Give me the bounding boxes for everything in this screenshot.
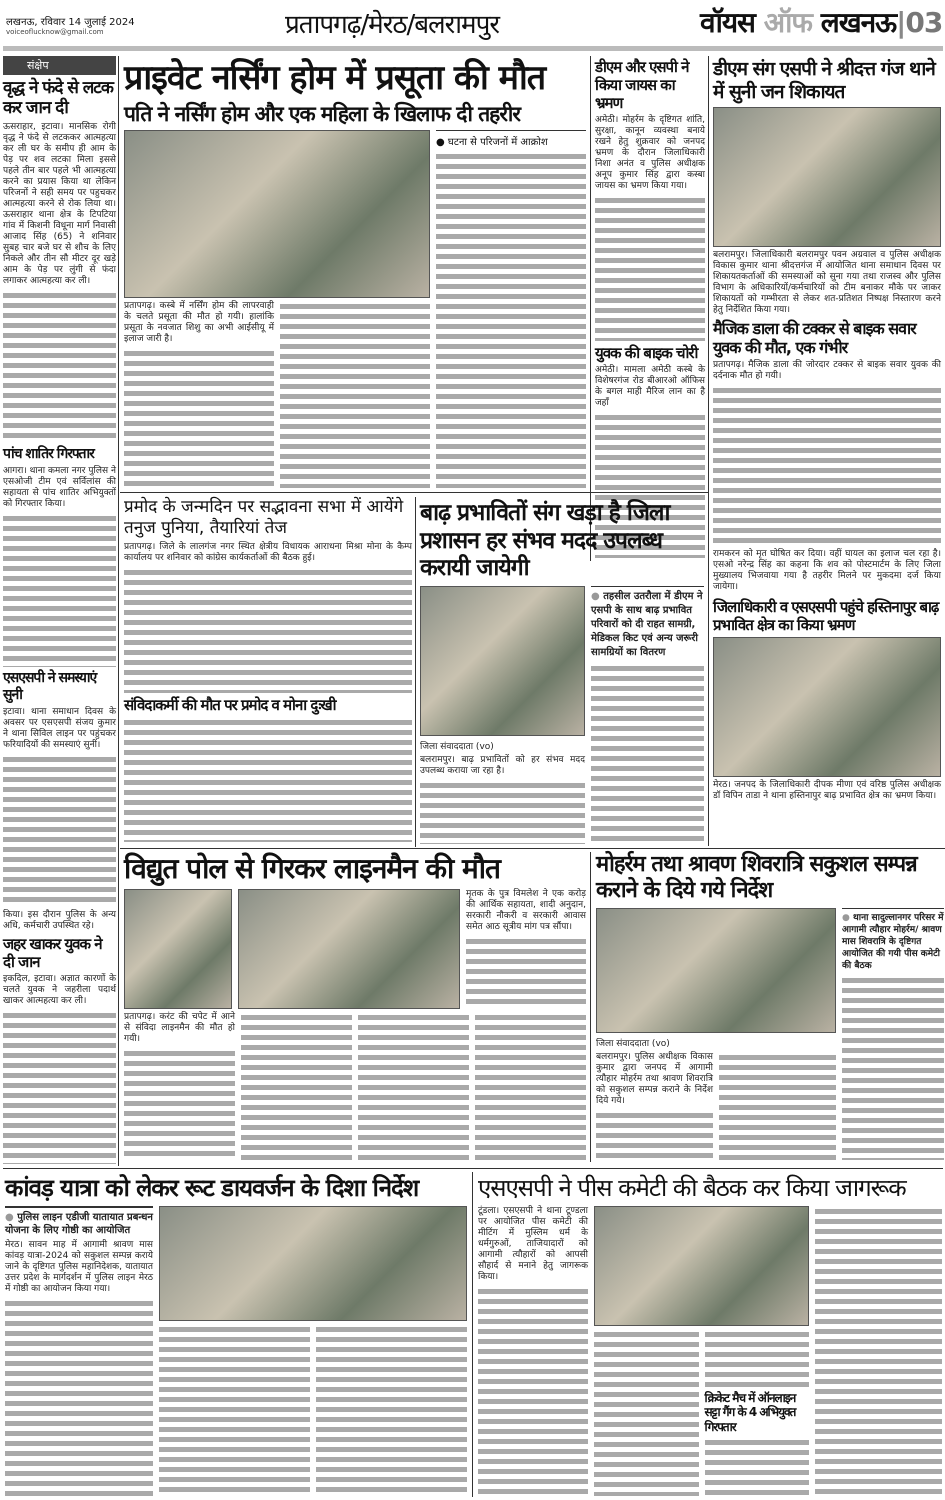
- story-photo: [420, 586, 585, 736]
- brief-body: ऊसराहार, इटावा। मानसिक रोगी वृद्ध ने फंदे से लटककर आत्महत्या कर ली घर के समीप ही आम के पेड़ पर शव लटका मिला इससे पहले तीन बार पहले भी आत्महत्या करने का प्रयास किया था लेकिन परिजनों ने सही समय पर पहुचकर आत्महत्या करने से रोक लिया था। ऊसराहार थाना क्षेत्र के टिपटिया गांव में किशनी विधूना मार्ग निवासी आजाद सिंह (65) ने शनिवार सुबह चार बजे घर से शौच के लिए निकले और तीन सौ मीटर दूर खड़े आम के पेड़ पर लुंगी से फंदा लगाकर आत्महत्या कर ली।: [3, 121, 116, 286]
- brief-text-block: [3, 1010, 116, 1164]
- story-body: प्रतापगढ़। मैजिक डाला की जोरदार टक्कर से बाइक सवार युवक की दर्दनाक मौत हो गयी।: [713, 359, 941, 381]
- story-headline: प्रमोद के जन्मदिन पर सद्भावना सभा में आयेंगे तनुज पुनिया, तैयारियां तेज: [124, 497, 404, 538]
- story-body: प्रतापगढ़। जिले के लालगंज नगर स्थित क्षेत्रीय विधायक आराधना मिश्रा मोना के कैम्प कार्यालय पर शनिवार को कांग्रेस कार्यकर्ताओं की बैठक हुई।: [124, 542, 412, 563]
- brief-body: इटावा। थाना समाधान दिवस के अवसर पर एसएसपी संजय कुमार ने थाना सिविल लाइन पर पहुंचकर फरियादियों की समस्याएं सुनीं।: [3, 706, 116, 750]
- story-bullet: ● थाना सादुल्लानगर परिसर में आगामी त्यौहार मोहर्रम/ श्रावण मास शिवरात्रि के दृष्टिगत आयोजित की गयी पीस कमेटी की बैठक: [842, 912, 944, 972]
- pole-story: [124, 852, 586, 1160]
- brief-headline: पांच शातिर गिरफ्तार: [3, 446, 94, 463]
- story-text-block: [358, 1012, 469, 1160]
- page-number: 03: [905, 6, 943, 39]
- column-rule: [415, 497, 416, 847]
- story-headline: मैजिक डाला की टक्कर से बाइक सवार युवक की मौत, एक गंभीर: [713, 318, 916, 357]
- story-text-block: [842, 975, 944, 1160]
- column-rule: [708, 56, 709, 846]
- column-rule: [590, 852, 591, 1162]
- story-bullet: ● तहसील उतरौला में डीएम ने एसपी के साथ बाढ़ प्रभावित परिवारों को दी राहत सामग्री, मेडिकल किट एवं अन्य जरूरी सामग्रियों का वितरण: [591, 590, 704, 660]
- section-rule: [3, 1168, 943, 1169]
- story-body: मेरठ। सावन माह में आगामी श्रावण मास कांवड़ यात्रा-2024 को सकुशल सम्पन्न कराये जाने के दृष्टिगत पुलिस महानिदेशक, यातायात उत्तर प्रदेश के मार्गदर्शन में पुलिस लाइन मेरठ में गोष्ठी का आयोजन किया गया।: [5, 1239, 153, 1294]
- story-photo: [713, 107, 941, 247]
- flood-story: [420, 500, 704, 844]
- portrait-photo: [124, 889, 232, 1009]
- column-rule: [118, 56, 119, 1166]
- photo-caption: जिला संवाददाता (vo): [596, 1038, 670, 1049]
- column-rule: [590, 56, 591, 561]
- dm2-story: [713, 58, 941, 593]
- brief-headline: वृद्ध ने फंदे से लटक कर जान दी: [3, 78, 113, 119]
- story-photo: [713, 637, 941, 777]
- story-text-block: [815, 1206, 942, 1496]
- story-bullet: ● पुलिस लाइन एडीजी यातायात प्रबन्धन योजना के लिए गोष्ठी का आयोजित: [5, 1211, 153, 1237]
- story-body: रामकरन को मृत घोषित कर दिया। वहीं घायल का इलाज चल रहा है। एसओ नरेन्द्र सिंह का कहना कि शव को पोस्टमार्टम के लिए जिला मुख्यालय भिजवाया गया है तहरीर मिलने पर मुकदमा दर्ज किया जायेगा।: [713, 549, 941, 592]
- story-photo: [594, 1206, 809, 1326]
- brief-body: इकदिल, इटावा। अज्ञात कारणों के चलते युवक ने जहरीला पदार्थ खाकर आत्महत्या कर ली।: [3, 974, 116, 1007]
- story-subheadline: क्रिकेट मैच में ऑनलाइन सट्टा गैंग के 4 अभियुक्त गिरफ्तार: [704, 1390, 796, 1434]
- story-text-block: [591, 663, 704, 844]
- story-text-block: [478, 1286, 588, 1496]
- story-text-block: [124, 567, 412, 693]
- lead-text-block: [436, 151, 586, 488]
- muharram-story: [596, 852, 944, 1160]
- section-rule: [120, 848, 945, 849]
- story-text-block: [713, 385, 941, 546]
- story-text-block: [420, 780, 585, 844]
- story-text-block: [241, 1012, 352, 1160]
- story-text-block: [159, 1324, 310, 1496]
- lead-body: प्रतापगढ़। कस्बे में नर्सिंग होम की लापरवाही के चलते प्रसूता की मौत हो गयी। हालांकि प्रसूता के नवजात शिशु का अभी आईसीयू में इलाज जारी है।: [124, 300, 274, 344]
- story-body: अमेठी। मोहर्रम के दृष्टिगत शांति, सुरक्षा, कानून व्यवस्था बनाये रखने हेतु शुक्रवार को जनपद भ्रमण के दौरान जिलाधिकारी निशा अनंत व पुलिस अधीक्षक अनूप कुमार सिंह द्वारा कस्बा जायस का भ्रमण किया गया।: [595, 115, 705, 191]
- lead-bullet: ● घटना से परिजनों में आक्रोश: [436, 136, 548, 148]
- photo-caption: जिला संवाददाता (vo): [420, 741, 494, 752]
- story-text-block: [705, 1437, 810, 1496]
- column-rule: [472, 1172, 473, 1497]
- story-headline: मोहर्रम तथा श्रावण शिवरात्रि सकुशल सम्पन्न कराने के दिये गये निर्देश: [596, 852, 917, 904]
- lead-subheadline: पति ने नर्सिंग होम और एक महिला के खिलाफ दी तहरीर: [124, 101, 520, 126]
- kanwar-story: [5, 1174, 467, 1496]
- lead-headline: प्राइवेट नर्सिंग होम में प्रसूता की मौत: [124, 58, 546, 98]
- dm1-story: [595, 58, 705, 558]
- story-body: अमेठी। मामला अमेठी कस्बे के विशेषरगंज रोड बीआरओ ऑफिस के बगल माही मैरिज लान का है जहाँ: [595, 365, 705, 408]
- story-photo: [596, 908, 836, 1033]
- story-text-block: [124, 717, 412, 843]
- lead-photo: [124, 130, 430, 298]
- story-headline: एसएसपी ने पीस कमेटी की बैठक कर किया जागरूक: [478, 1174, 906, 1202]
- brief-text-block: [3, 290, 116, 444]
- story-body: टूंडला। एसएसपी ने थाना टूण्डला पर आयोजित पीस कमेटी की मीटिंग में मुस्लिम धर्म के धर्मगुरुओं, ताजियादारों को आगामी त्यौहारों को आपसी सौहार्द से मनाने हेतु जागरूक किया।: [478, 1205, 588, 1282]
- issue-date: लखनऊ, रविवार 14 जुलाई 2024: [6, 17, 135, 28]
- masthead: वॉयस ऑफ लखनऊ|03: [700, 6, 943, 39]
- story-photo: [159, 1206, 467, 1321]
- story-body: मृतक के पुत्र विमलेश ने एक करोड़ की आर्थिक सहायता, शादी अनुदान, सरकारी नौकरी व सरकारी आवास समेत आठ सूत्रीय मांग पत्र सौंपा।: [466, 888, 586, 932]
- story-text-block: [466, 936, 586, 1009]
- story-body: बलरामपुर। बाढ़ प्रभावितों को हर संभव मदद उपलब्ध कराया जा रहा है।: [420, 754, 585, 776]
- brief-body: किया। इस दौरान पुलिस के अन्य अधि, कर्मचारी उपस्थित रहे।: [3, 910, 116, 932]
- story-body: बलरामपुर। पुलिस अधीक्षक विकास कुमार द्वारा जनपद में आगामी त्यौहार मोहर्रम तथा श्रावण शिवरात्रि को सकुशल सम्पन्न कराने के निर्देश दिये गये।: [596, 1051, 713, 1106]
- story-text-block: [316, 1324, 467, 1496]
- lead-text-block: [124, 348, 274, 488]
- brief-text-block: [3, 513, 116, 667]
- story-text-block: [475, 1012, 586, 1160]
- story-headline: कांवड़ यात्रा को लेकर रूट डायवर्जन के दिशा निर्देश: [5, 1174, 419, 1202]
- brief-body: आगरा। थाना कमला नगर पुलिस ने एसओजी टीम एवं सर्विलांस की सहायता से पांच शातिर अभियुक्तों को गिरफ्तार किया।: [3, 466, 116, 510]
- edition-title: प्रतापगढ़/मेरठ/बलरामपुर: [285, 10, 499, 40]
- brief-headline: एसएसपी ने समस्याएं सुनी: [3, 669, 97, 703]
- story-text-block: [719, 1052, 836, 1160]
- story-photo: [238, 889, 460, 1009]
- brief-text-block: [3, 754, 116, 908]
- peace-story: [478, 1174, 942, 1496]
- story-headline: जिलाधिकारी व एसएसपी पहुंचे हस्तिनापुर बाढ़ प्रभावित क्षेत्र का किया भ्रमण: [713, 598, 939, 634]
- story-headline: डीएम संग एसपी ने श्रीदत्त गंज थाने में सुनी जन शिकायत: [713, 58, 935, 103]
- story-headline: डीएम और एसपी ने किया जायस का भ्रमण: [595, 58, 689, 112]
- brief-column: [3, 56, 116, 1164]
- story-subheadline: संविदाकर्मी की मौत पर प्रमोद व मोना दुःखी: [124, 695, 336, 714]
- story-text-block: [595, 195, 705, 341]
- brief-headline: जहर खाकर युवक ने दी जान: [3, 935, 102, 972]
- story-text-block: [124, 1048, 235, 1160]
- story-text-block: [594, 1329, 699, 1496]
- section-rule: [120, 492, 708, 493]
- lead-text-block: [280, 301, 430, 488]
- story-text-block: [5, 1298, 153, 1496]
- story-body: प्रतापगढ़। करंट की चपेट में आने से संविदा लाइनमैन की मौत हो गयी।: [124, 1011, 235, 1044]
- lead-story: [124, 58, 586, 488]
- story-headline: बाढ़ प्रभावितों संग खड़ा है जिला प्रशासन हर संभव मदद उपलब्ध करायी जायेगी: [420, 500, 670, 582]
- header-rule: [3, 46, 943, 51]
- pramod-story: [124, 497, 412, 842]
- story-headline: विद्युत पोल से गिरकर लाइनमैन की मौत: [124, 852, 500, 885]
- brief-tag: संक्षेप: [3, 56, 116, 75]
- story-headline: युवक की बाइक चोरी: [595, 344, 698, 362]
- hastinapur-story: [713, 598, 941, 844]
- story-body: मेरठ। जनपद के जिलाधिकारी दीपक मीणा एवं वरिष्ठ पुलिस अधीक्षक डॉ विपिन ताडा ने थाना हस्तिनापुर बाढ़ प्रभावित क्षेत्र का भ्रमण किया।: [713, 780, 941, 801]
- story-text-block: [596, 1110, 713, 1160]
- story-text-block: [705, 1329, 810, 1388]
- contact-email: voiceoflucknow@gmail.com: [6, 28, 104, 36]
- story-body: बलरामपुर। जिलाधिकारी बलरामपुर पवन अग्रवाल व पुलिस अधीक्षक विकास कुमार थाना श्रीदत्तगंज में आयोजित थाना समाधान दिवस पर शिकायतकर्ताओं की समस्याओं को सुना गया तथा राजस्व और पुलिस विभाग के अधिकारियों/कर्मचारियों को टीम बनाकर मौके पर जाकर शिकायतों को गम्भीरता से लेकर शत-प्रतिशत निष्पक्ष निस्तारण करने हेतु निर्देशित किया गया।: [713, 249, 941, 315]
